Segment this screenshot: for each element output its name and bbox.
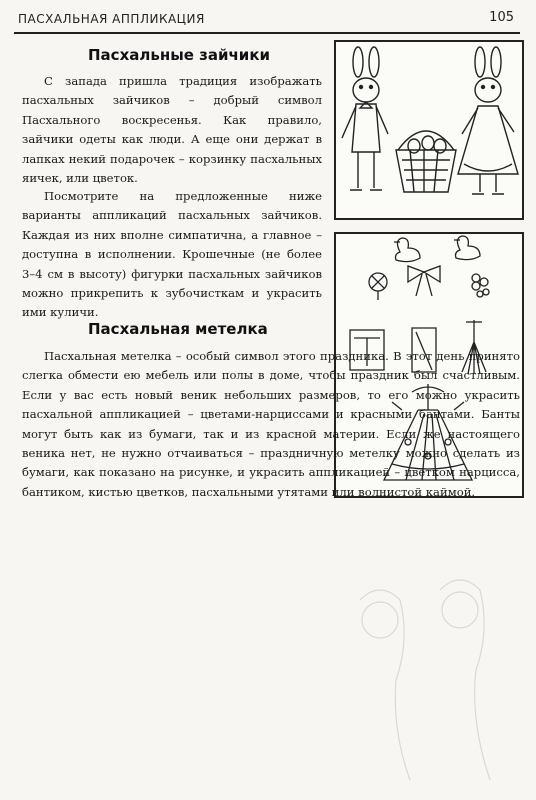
section-title-broom: Пасхальная метелка (88, 320, 268, 338)
paragraph-bunnies-1: С запада пришла традиция изображать пасхальных зайчиков – добрый символ Пасхального воскресенья. Как правило, зайчики одеты как люди. А еще они держат в лапках некий подарочек – корзинку пасхальных яичек, или цветок. (22, 74, 322, 186)
paragraph-broom-1: Пасхальная метелка – особый символ этого праздника. В этот день принято слегка обмести ею мебель или полы в доме, чтобы праздник был счастливым. Если у вас есть новый веник небольших размеров, то его можно украсить пасхальной аппликацией – цветами-нарциссами и красными бантами. Банты могут быть как из бумаги, так и из красной материи. Если же настоящего веника нет, не нужно отчаиваться – праздничную метелку можно сделать из бумаги, как показано на рисунке, и украсить аппликацией – цветком нарцисса, бантиком, кистью цветков, пасхальными утятами или волнистой каймой. (22, 349, 520, 499)
running-header (14, 10, 520, 34)
show-through-illustration (300, 560, 530, 790)
paragraph-bunnies-2: Посмотрите на предложенные ниже варианты аппликаций пасхальных зайчиков. Каждая из них вполне симпатична, а главное – доступна в исполнении. Крошечные (не более 3–4 см в высоту) фигурки пасхальных зайчиков можно прикрепить к зубочисткам и украсить ими куличи. (22, 189, 322, 320)
section-title-bunnies: Пасхальные зайчики (88, 46, 271, 64)
bunnies-drawing (336, 42, 522, 218)
bunnies-illustration (334, 40, 524, 220)
running-title: ПАСХАЛЬНАЯ АППЛИКАЦИЯ (18, 12, 205, 26)
page-number: 105 (489, 10, 514, 25)
